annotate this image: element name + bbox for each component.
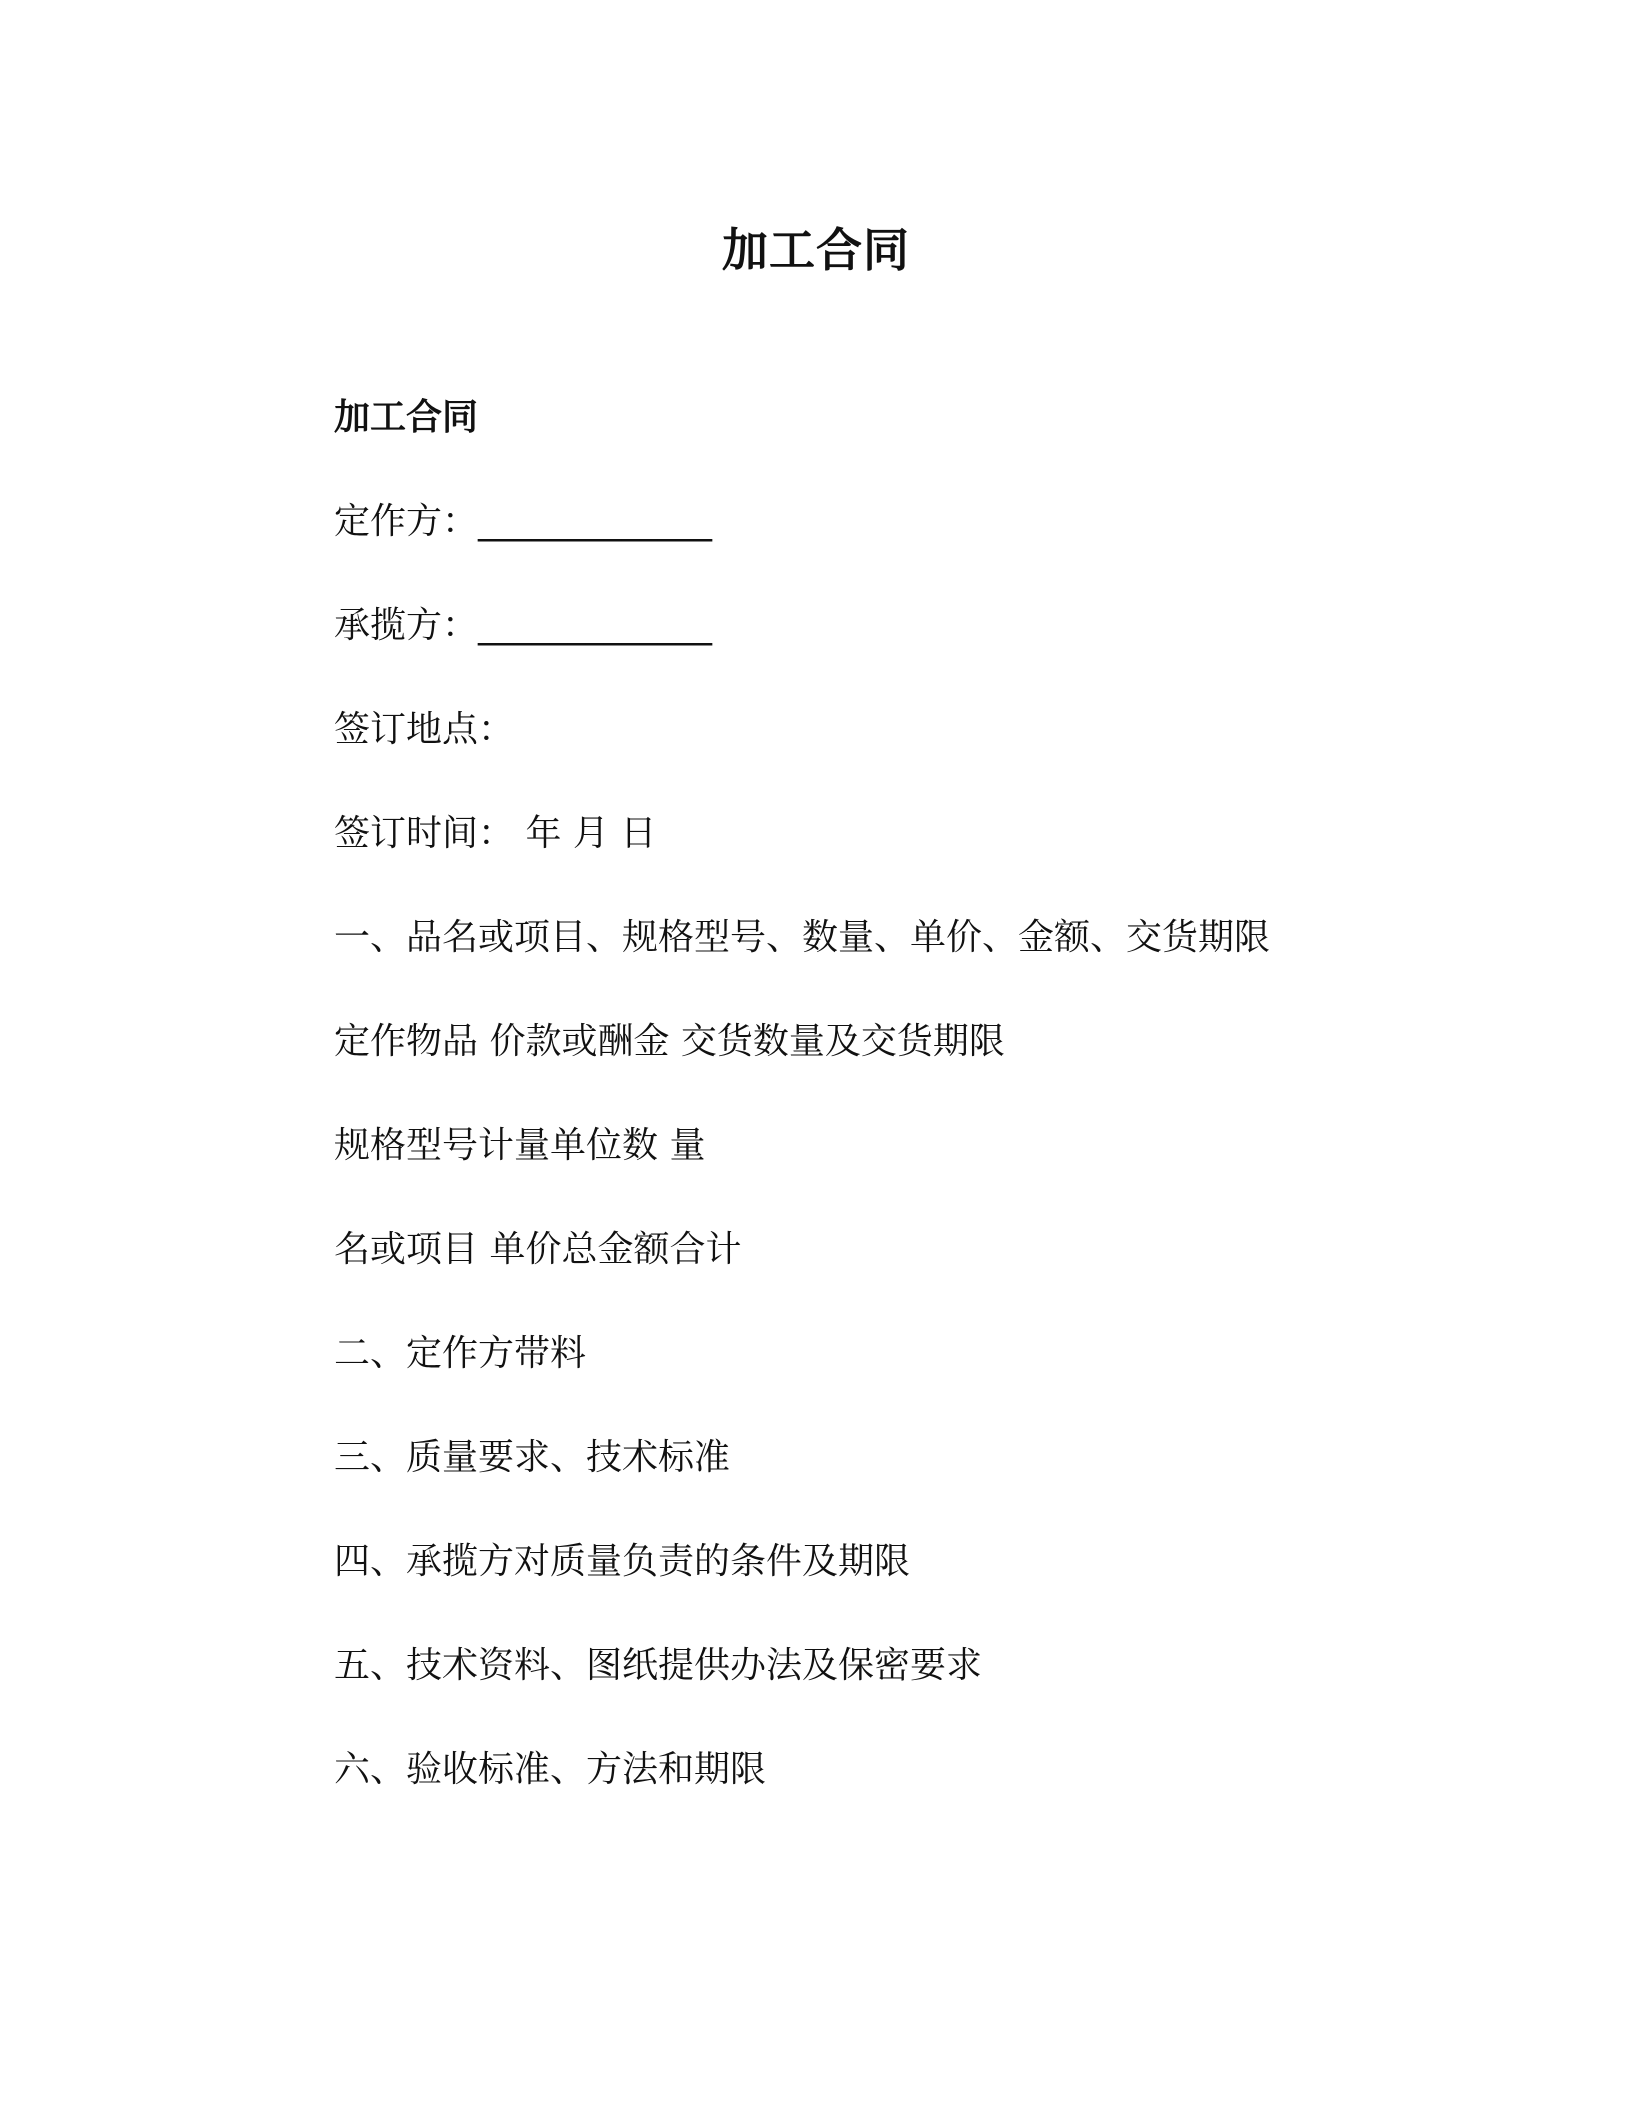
document-title: 加工合同	[722, 223, 910, 277]
table-header-line-3: 名或项目 单价总金额合计	[334, 1229, 742, 1270]
table-header-line-1: 定作物品 价款或酬金 交货数量及交货期限	[334, 1021, 1005, 1062]
table-header-line-2: 规格型号计量单位数 量	[334, 1125, 706, 1166]
signing-date-line: 签订时间： 年 月 日	[334, 813, 657, 854]
document-body	[334, 394, 1434, 1850]
section-1-heading: 一、品名或项目、规格型号、数量、单价、金额、交货期限	[334, 917, 1271, 958]
signing-place-line: 签订地点：	[334, 709, 515, 750]
section-6-heading: 六、验收标准、方法和期限	[334, 1749, 767, 1790]
section-3-heading: 三、质量要求、技术标准	[334, 1437, 731, 1478]
section-2-heading: 二、定作方带料	[334, 1333, 587, 1374]
contractor-party-line: 承揽方：_____________	[334, 605, 713, 646]
client-party-line: 定作方：_____________	[334, 501, 713, 542]
contract-subtitle: 加工合同	[334, 397, 479, 438]
section-4-heading: 四、承揽方对质量负责的条件及期限	[334, 1541, 911, 1582]
section-5-heading: 五、技术资料、图纸提供办法及保密要求	[334, 1645, 983, 1686]
